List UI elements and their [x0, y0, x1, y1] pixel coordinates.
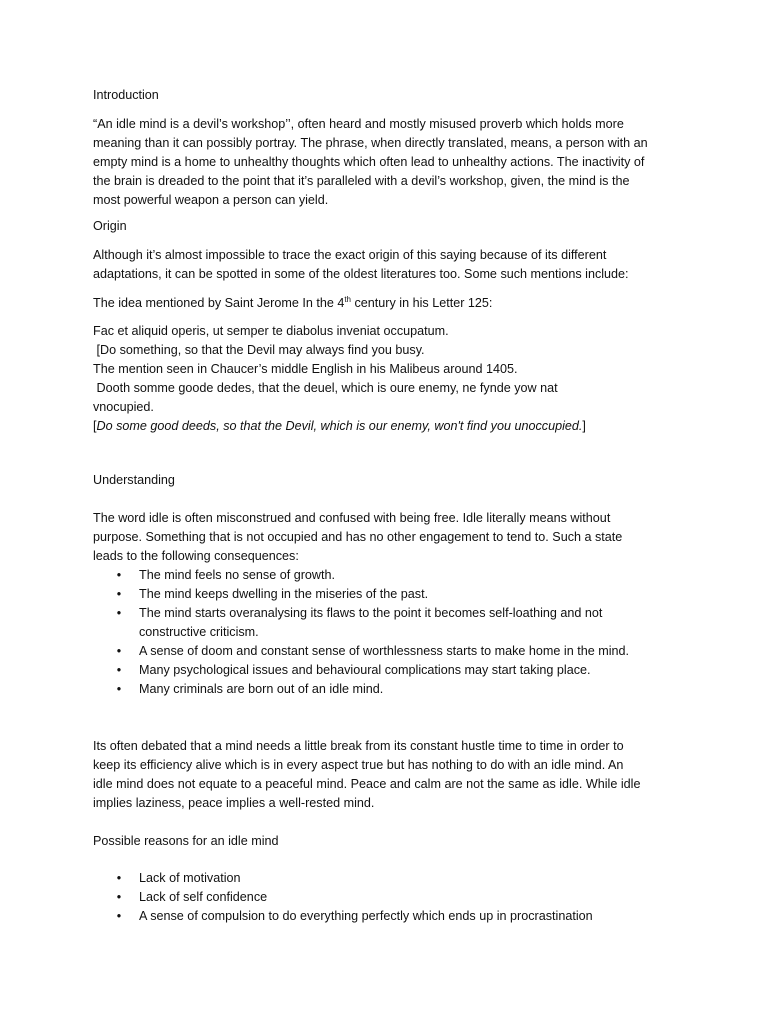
quote-line: The mention seen in Chaucer’s middle English in his Malibeus around 1405. — [93, 362, 518, 376]
quote-line: [Do something, so that the Devil may always find you busy. — [93, 343, 425, 357]
translation-close-bracket: ] — [582, 419, 586, 433]
paragraph-saint-jerome — [93, 294, 683, 313]
quote-block — [93, 322, 683, 436]
bullet-icon: • — [116, 587, 122, 601]
heading-origin: Origin — [93, 219, 127, 233]
paragraph-line: purpose. Something that is not occupied and has no other engagement to tend to. Such a state — [93, 530, 623, 544]
paragraph-line: keep its efficiency alive which is in every aspect true but has nothing to do with an idle mind. An — [93, 758, 624, 772]
consequences-list — [93, 566, 683, 699]
paragraph-line: implies laziness, peace implies a well-rested mind. — [93, 796, 375, 810]
paragraph-line: the brain is dreaded to the point that it’s paralleled with a devil’s workshop, given, the mind is the — [93, 174, 630, 188]
list-item — [93, 642, 683, 661]
quote-line: Fac et aliquid operis, ut semper te diabolus inveniat occupatum. — [93, 324, 449, 338]
paragraph-line: most powerful weapon a person can yield. — [93, 193, 329, 207]
paragraph-debate — [93, 737, 683, 813]
list-item-text: Many psychological issues and behavioural complications may start taking place. — [139, 663, 591, 677]
saint-jerome-line — [93, 294, 683, 313]
bullet-icon: • — [116, 606, 122, 620]
paragraph-line: adaptations, it can be spotted in some of the oldest literatures too. Some such mentions include: — [93, 267, 629, 281]
heading-possible-reasons: Possible reasons for an idle mind — [93, 834, 279, 848]
quote-line: vnocupied. — [93, 400, 154, 414]
bullet-icon: • — [116, 909, 122, 923]
paragraph-line: leads to the following consequences: — [93, 549, 299, 563]
list-item — [93, 680, 683, 699]
bullet-icon: • — [116, 890, 122, 904]
bullet-icon: • — [116, 644, 122, 658]
list-item-text: The mind starts overanalysing its flaws to the point it becomes self-loathing and not — [139, 606, 603, 620]
paragraph-line: The word idle is often misconstrued and confused with being free. Idle literally means without — [93, 511, 611, 525]
paragraph-understanding — [93, 509, 683, 566]
paragraph-line: empty mind is a home to unhealthy thoughts which often lead to unhealthy actions. The inactivity of — [93, 155, 645, 169]
list-item — [93, 888, 683, 907]
quote-line: Dooth somme goode dedes, that the deuel, which is oure enemy, ne fynde yow nat — [93, 381, 558, 395]
paragraph-introduction — [93, 115, 683, 210]
reasons-list — [93, 869, 683, 926]
paragraph-line: “An idle mind is a devil’s workshop’’, often heard and mostly misused proverb which holds more — [93, 117, 624, 131]
list-item-text: Lack of motivation — [139, 871, 241, 885]
list-item — [93, 604, 683, 642]
bullet-icon: • — [116, 871, 122, 885]
list-item — [93, 661, 683, 680]
translation-text: Do some good deeds, so that the Devil, which is our enemy, won't find you unoccupied. — [96, 419, 583, 433]
bullet-icon: • — [116, 663, 122, 677]
list-item-text: The mind keeps dwelling in the miseries of the past. — [139, 587, 429, 601]
paragraph-line: Although it’s almost impossible to trace the exact origin of this saying because of its different — [93, 248, 607, 262]
saint-jerome-text-before: The idea mentioned by Saint Jerome In the 4 — [93, 296, 345, 310]
translation-open-bracket: [ — [93, 419, 97, 433]
saint-jerome-text-after: century in his Letter 125: — [351, 296, 493, 310]
paragraph-origin — [93, 246, 683, 284]
list-item — [93, 585, 683, 604]
list-item-text: Many criminals are born out of an idle mind. — [139, 682, 384, 696]
paragraph-line: idle mind does not equate to a peaceful mind. Peace and calm are not the same as idle. While idle — [93, 777, 641, 791]
list-item-text: A sense of doom and constant sense of worthlessness starts to make home in the mind. — [139, 644, 630, 658]
bullet-icon: • — [116, 568, 122, 582]
paragraph-line: Its often debated that a mind needs a little break from its constant hustle time to time in order to — [93, 739, 624, 753]
list-item — [93, 907, 683, 926]
century-ordinal-suffix: th — [344, 294, 351, 304]
translation-line — [93, 417, 683, 436]
heading-understanding: Understanding — [93, 473, 175, 487]
list-item-text: The mind feels no sense of growth. — [139, 568, 336, 582]
list-item-text: constructive criticism. — [139, 625, 259, 639]
list-item — [93, 869, 683, 888]
list-item — [93, 566, 683, 585]
paragraph-line: meaning than it can possibly portray. The phrase, when directly translated, means, a person with an — [93, 136, 648, 150]
bullet-icon: • — [116, 682, 122, 696]
heading-introduction: Introduction — [93, 88, 159, 102]
list-item-text: Lack of self confidence — [139, 890, 268, 904]
list-item-text: A sense of compulsion to do everything perfectly which ends up in procrastination — [139, 909, 593, 923]
